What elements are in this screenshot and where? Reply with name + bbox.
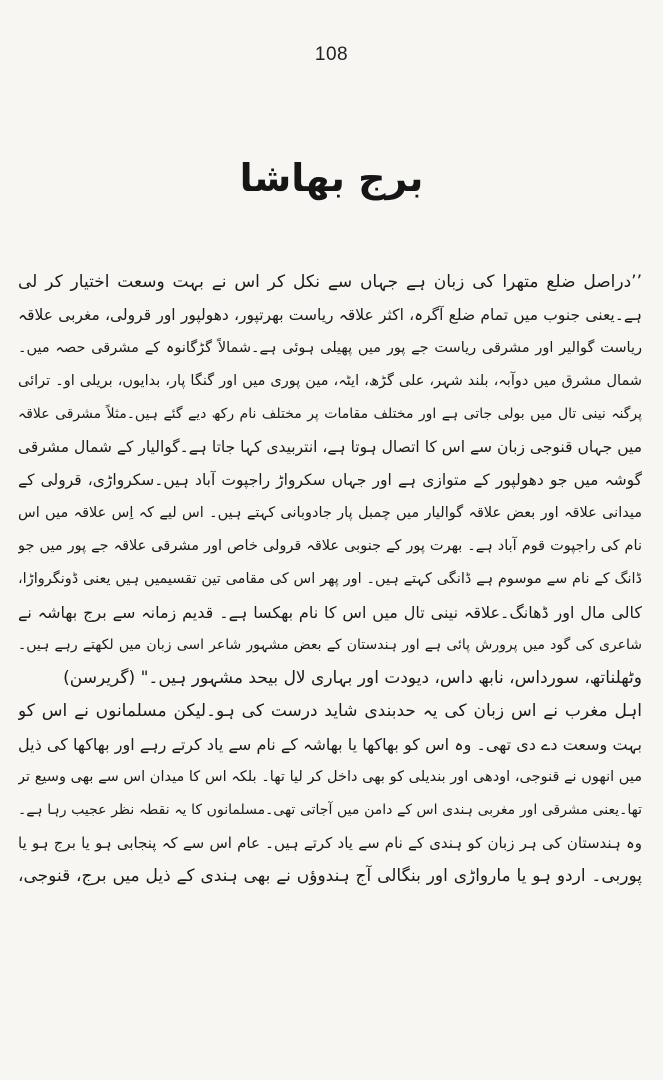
text-line: پرگنہ نینی تال میں بولی جاتی ہے اور مختلف مقامات پر مختلف نام رکھ دیے گئے ہیں۔مثلاً مشرقی علاقہ: [18, 406, 642, 422]
paragraph-quote: [18, 266, 642, 695]
text-line: میں انھوں نے قنوجی، اودھی اور بندیلی کو بھی داخل کر لیا تھا۔ بلکہ اس کا میدان اس سے بھی وسیع تر: [18, 769, 642, 785]
text-line: شاعری کی گود میں پرورش پائی ہے اور ہندستان کے بعض مشہور شاعر اسی زبان میں لکھتے رہے ہیں۔: [18, 637, 642, 653]
text-line: پوربی۔ اردو ہو یا مارواڑی اور بنگالی آج ہندوؤں نے بھی ہندی کے ذیل میں برج، قنوجی،: [18, 866, 642, 886]
text-line: اہل مغرب نے اس زبان کی یہ حدبندی شاید درست کی ہو۔لیکن مسلمانوں نے اس کو: [18, 701, 642, 721]
text-line: ڈانگ کے نام سے موسوم ہے ڈانگی کہتے ہیں۔ اور پھر اس کی مقامی تین تقسیمیں ہیں یعنی ڈونگرواڑا،: [18, 571, 642, 587]
text-line: میں جہاں قنوجی زبان سے اس کا اتصال ہوتا ہے، انتربیدی کہا جاتا ہے۔گوالیار کے شمال مشرقی: [18, 438, 642, 456]
text-line: ہے۔یعنی جنوب میں تمام ضلع آگرہ، اکثر علاقہ ریاست بھرتپور، دھولپور اور قرولی، مغربی علاقہ: [18, 306, 642, 324]
text-line: گوشہ میں جو دھولپور کے متوازی ہے اور جہاں سکرواڑ راجپوت آباد ہیں۔سکرواڑی، قرولی کے: [18, 471, 642, 489]
body-text: [18, 266, 642, 893]
chapter-title: برج بھاشا: [239, 156, 424, 200]
text-line: کالی مال اور ڈھانگ۔علاقہ نینی تال میں اس کا نام بھکسا ہے۔ قدیم زمانہ سے برج بھاشہ نے: [18, 603, 642, 622]
text-line: وہ ہندستان کی ہر زبان کو ہندی کے نام سے یاد کرتے ہیں۔ عام اس سے کہ پنجابی ہو یا برج ہو یا: [18, 834, 642, 852]
text-line: میدانی علاقہ اور بعض علاقہ گوالیار میں چمبل پار جادوبانی کہتے ہیں۔ اس لیے کہ اِس علاقہ میں اس: [18, 505, 642, 521]
paragraph-commentary: [18, 695, 642, 893]
page-number: 108: [314, 44, 349, 65]
text-line: بہت وسعت دے دی تھی۔ وہ اس کو بھاکھا یا بھاشہ کے نام سے یاد کرتے رہے اور بھاکھا کی ذیل: [18, 735, 642, 754]
text-line: تھا۔یعنی مشرقی اور مغربی ہندی اس کے دامن میں آجاتی تھی۔مسلمانوں کا یہ نقطہ نظر عجیب رہا ہے۔: [18, 802, 642, 818]
text-line: شمال مشرق میں دوآبہ، بلند شہر، علی گڑھ، ایٹہ، مین پوری میں اور گنگا پار، بدایوں، بریلی او۔ ترائی: [18, 373, 642, 389]
text-line: وٹھلناتھ، سورداس، نابھ داس، دیودت اور بہاری لال بیحد مشہور ہیں۔" (گریرسن): [63, 668, 642, 688]
text-line: ’’دراصل ضلع متھرا کی زبان ہے جہاں سے نکل کر اس نے بہت وسعت اختیار کر لی: [18, 272, 642, 292]
text-line: ریاست گوالیر اور مشرقی ریاست جے پور میں پھیلی ہوئی ہے۔شمالاً گڑگانوہ کے مشرقی حصہ میں۔: [18, 340, 642, 356]
text-line: نام کی راجپوت قوم آباد ہے۔ بھرت پور کے جنوبی علاقہ قرولی خاص اور مشرقی علاقہ جے پور میں جو: [18, 538, 642, 554]
